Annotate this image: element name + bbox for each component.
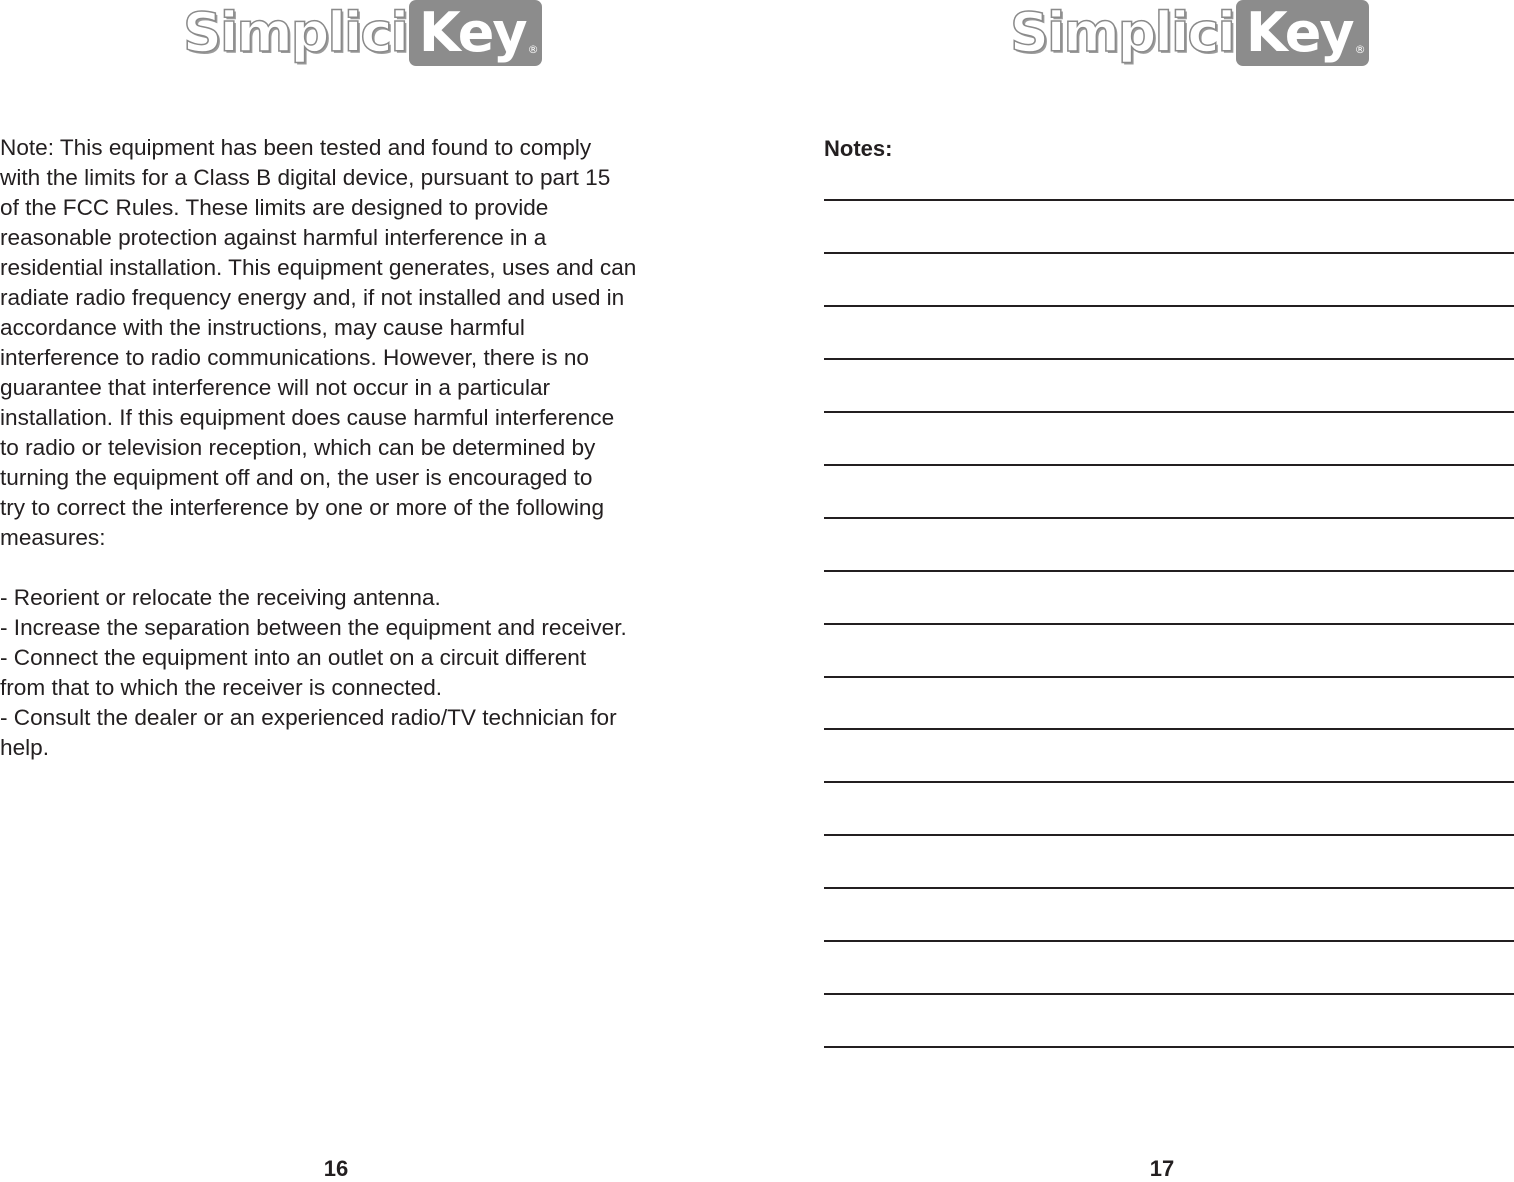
registered-mark-icon: ® bbox=[527, 43, 539, 56]
note-line bbox=[824, 305, 1514, 307]
left-page bbox=[0, 0, 670, 1179]
logo-key-box bbox=[409, 0, 542, 66]
note-line bbox=[824, 676, 1514, 678]
logo-text-simplici: Simplici bbox=[1010, 1, 1234, 64]
logo-key-box bbox=[1236, 0, 1369, 66]
note-line bbox=[824, 411, 1514, 413]
note-line bbox=[824, 623, 1514, 625]
note-line bbox=[824, 199, 1514, 201]
page-number: 16 bbox=[323, 1156, 349, 1181]
note-line bbox=[824, 993, 1514, 995]
note-line bbox=[824, 252, 1514, 254]
logo-text-key: Key bbox=[418, 1, 526, 64]
fcc-compliance-notice: Note: This equipment has been tested and found to comply with the limits for a Class B digital device, pursuant to part 15 of the FCC Rules. These limits are designed to provide reasonable protection against harmful interference in a residential installation. This equipment generates, uses and can radiate radio frequency energy and, if not installed and used in accordance with the instructions, may cause harmful interference to radio communications. However, there is no guarantee that interference will not occur in a particular installation. If this equipment does cause harmful interference to radio or television reception, which can be determined by turning the equipment off and on, the user is encouraged to try to correct the interference by one or more of the following measures: - Reorient or relocate the receiving antenna. - Increase the separation between the equipment and receiver. - Connect the equipment into an outlet on a circuit different from that to which the receiver is connected. - Consult the dealer or an experienced radio/TV technician for help. bbox=[0, 135, 637, 760]
page-number: 17 bbox=[1149, 1156, 1175, 1181]
logo-text-simplici: Simplici bbox=[183, 1, 407, 64]
registered-mark-icon: ® bbox=[1354, 43, 1366, 56]
simplicikey-logo bbox=[1010, 0, 1369, 68]
note-line bbox=[824, 781, 1514, 783]
simplicikey-logo bbox=[183, 0, 542, 68]
note-line bbox=[824, 940, 1514, 942]
note-line bbox=[824, 728, 1514, 730]
note-line bbox=[824, 358, 1514, 360]
logo-text-key: Key bbox=[1245, 1, 1353, 64]
note-line bbox=[824, 1046, 1514, 1048]
note-line bbox=[824, 834, 1514, 836]
right-page bbox=[824, 0, 1514, 1179]
note-line bbox=[824, 887, 1514, 889]
note-line bbox=[824, 464, 1514, 466]
note-line bbox=[824, 570, 1514, 572]
note-line bbox=[824, 517, 1514, 519]
notes-heading: Notes: bbox=[824, 136, 893, 161]
